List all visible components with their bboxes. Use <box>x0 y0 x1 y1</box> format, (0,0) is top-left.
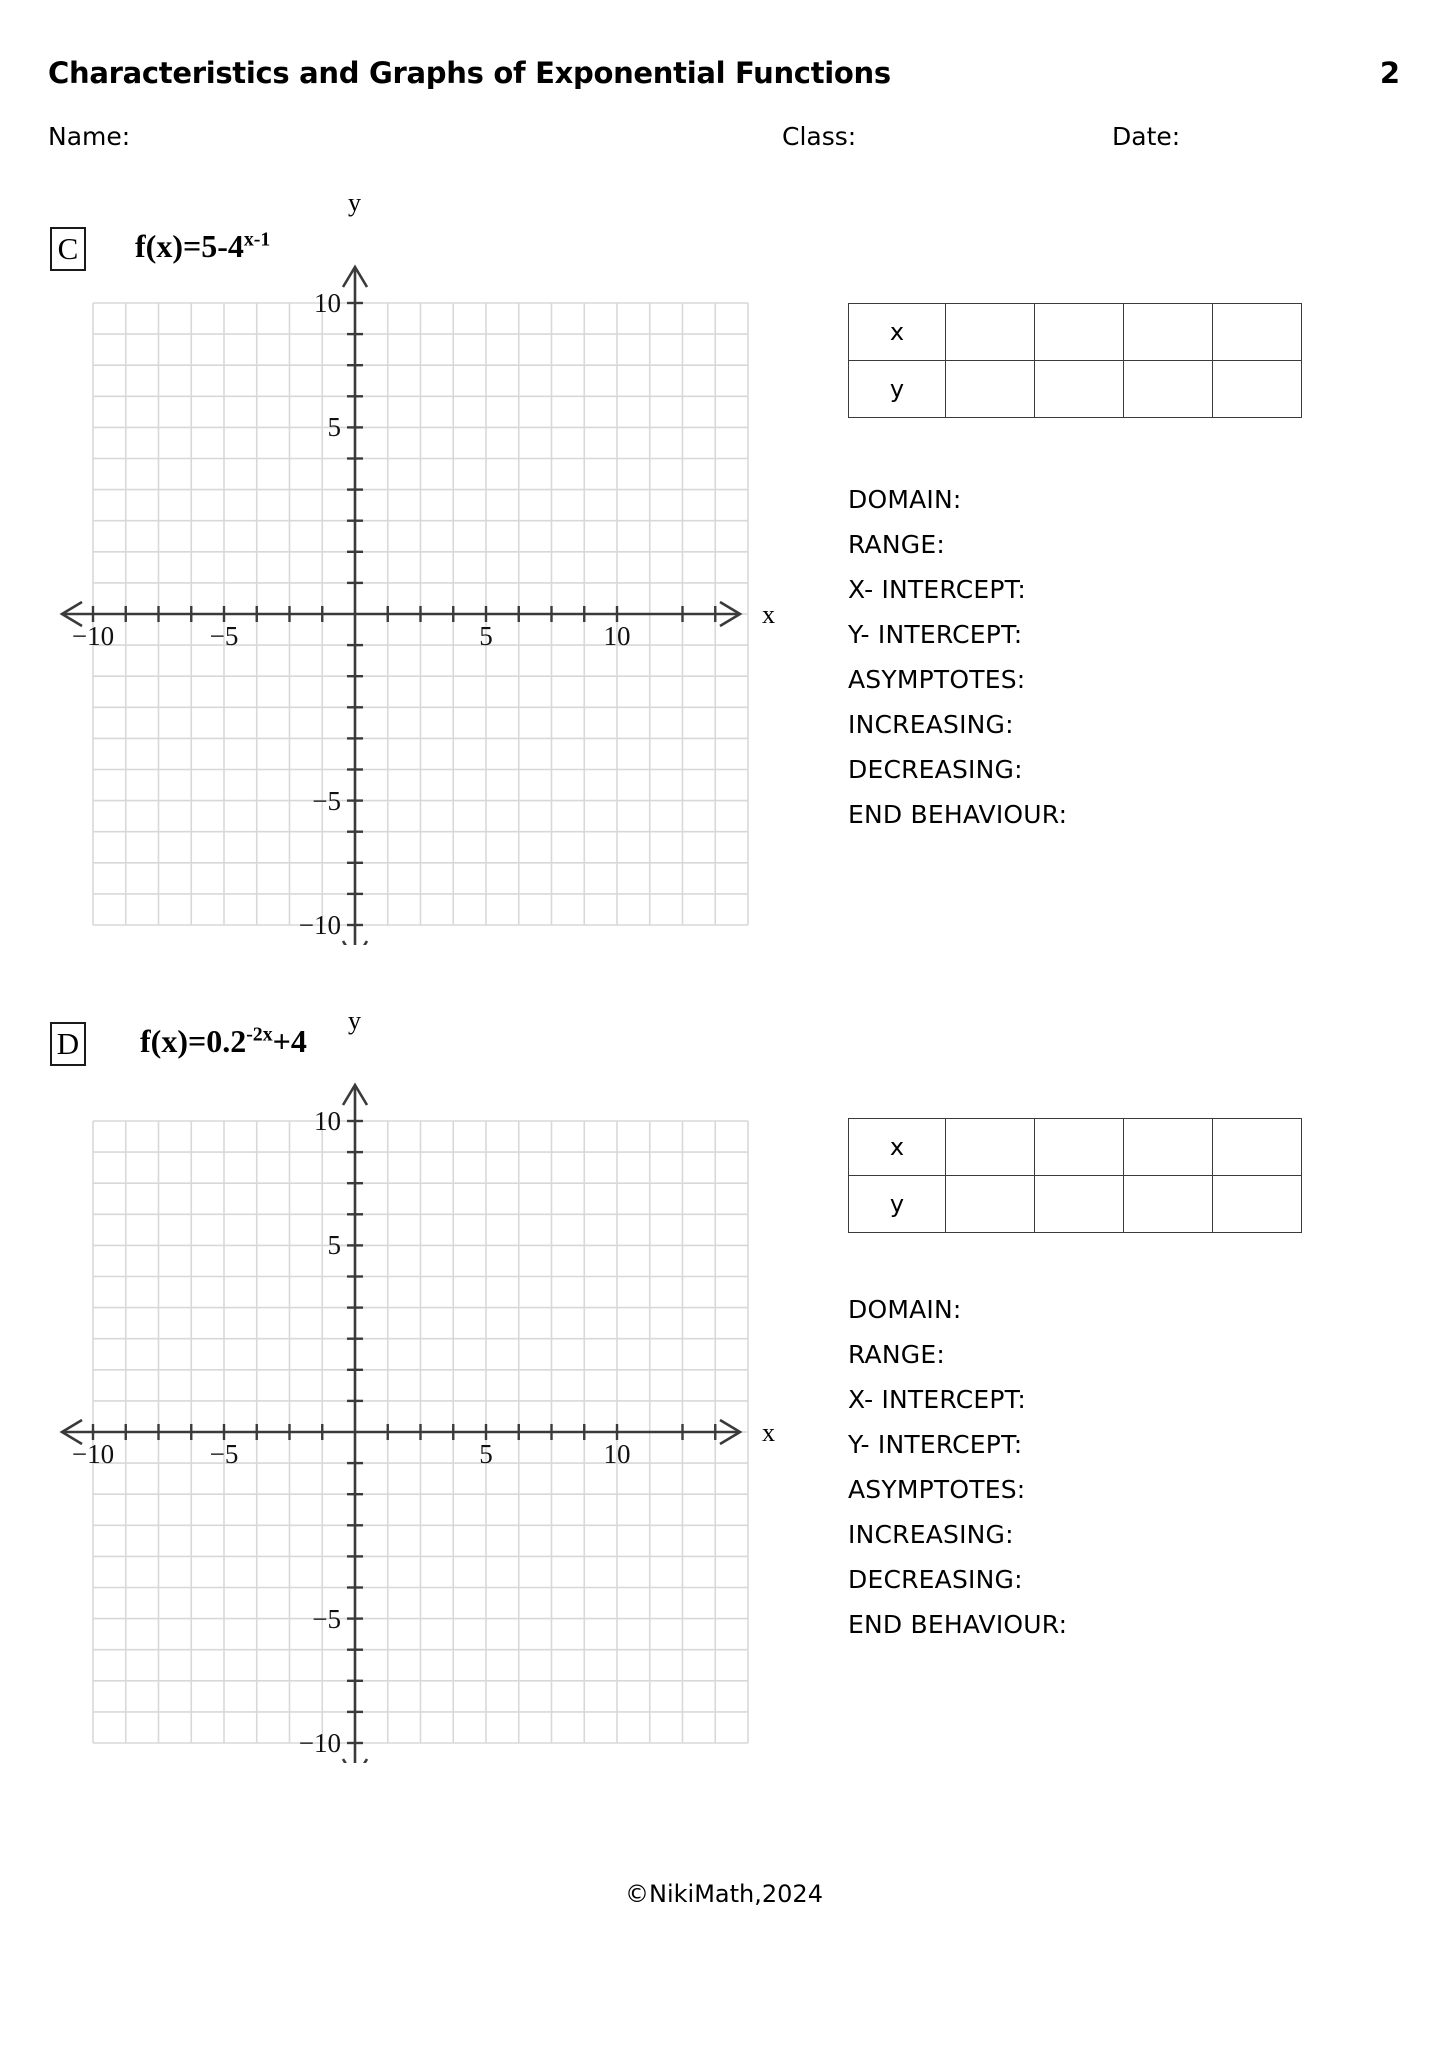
equation-exponent-d: -2x <box>246 1023 273 1046</box>
table-header-x-c: x <box>849 304 946 361</box>
y-axis-c <box>343 267 367 945</box>
characteristic-asymptotes-c[interactable]: ASYMPTOTES: <box>848 665 1026 694</box>
table-cell-x3-d[interactable] <box>1124 1119 1213 1176</box>
characteristics-list-d <box>848 1287 1067 1647</box>
table-cell-y1-c[interactable] <box>946 361 1035 418</box>
coordinate-plane-c <box>50 245 790 945</box>
xtick-neg5: −5 <box>209 621 239 651</box>
class-field-label: Class: <box>782 122 857 151</box>
xtick-neg10-d: −10 <box>71 1439 115 1469</box>
characteristic-range-c[interactable]: RANGE: <box>848 530 945 559</box>
characteristic-range-d[interactable]: RANGE: <box>848 1340 945 1369</box>
page-number: 2 <box>1379 56 1400 90</box>
characteristic-domain-d[interactable]: DOMAIN: <box>848 1295 962 1324</box>
x-axis-label-c: x <box>762 600 775 629</box>
table-row-y-c <box>849 361 1302 418</box>
table-header-x-d: x <box>849 1119 946 1176</box>
problem-equation-d <box>140 1023 307 1060</box>
equation-tail-d: +4 <box>272 1023 307 1059</box>
equation-exponent-c: x-1 <box>243 228 271 251</box>
xtick-5-d: 5 <box>479 1439 493 1469</box>
characteristic-y-intercept-d[interactable]: Y- INTERCEPT: <box>848 1430 1023 1459</box>
characteristic-end-behaviour-c[interactable]: END BEHAVIOUR: <box>848 800 1068 829</box>
table-cell-x1-d[interactable] <box>946 1119 1035 1176</box>
characteristics-list-c <box>848 477 1067 837</box>
name-field-label: Name: <box>48 122 131 151</box>
ytick-neg5-d: −5 <box>312 1604 341 1634</box>
ytick-neg10-d: −10 <box>298 1728 341 1758</box>
table-header-y-c: y <box>849 361 946 418</box>
value-table-d <box>848 1118 1302 1233</box>
table-cell-y3-d[interactable] <box>1124 1176 1213 1233</box>
value-table-c <box>848 303 1302 418</box>
xtick-neg10: −10 <box>71 621 115 651</box>
x-axis-c <box>62 602 740 626</box>
table-row-x-c <box>849 304 1302 361</box>
table-cell-y4-c[interactable] <box>1213 361 1302 418</box>
y-axis-d <box>343 1085 367 1763</box>
problem-letter-box-d: D <box>50 1022 86 1066</box>
table-cell-y2-c[interactable] <box>1035 361 1124 418</box>
characteristic-asymptotes-d[interactable]: ASYMPTOTES: <box>848 1475 1026 1504</box>
characteristic-increasing-d[interactable]: INCREASING: <box>848 1520 1014 1549</box>
table-cell-y3-c[interactable] <box>1124 361 1213 418</box>
xtick-5: 5 <box>479 621 493 651</box>
y-axis-label-c: y <box>348 188 361 217</box>
table-cell-x2-c[interactable] <box>1035 304 1124 361</box>
characteristic-y-intercept-c[interactable]: Y- INTERCEPT: <box>848 620 1023 649</box>
table-cell-x4-d[interactable] <box>1213 1119 1302 1176</box>
characteristic-decreasing-c[interactable]: DECREASING: <box>848 755 1023 784</box>
coordinate-plane-d <box>50 1063 790 1763</box>
table-row-x-d <box>849 1119 1302 1176</box>
characteristic-increasing-c[interactable]: INCREASING: <box>848 710 1014 739</box>
table-cell-x3-c[interactable] <box>1124 304 1213 361</box>
characteristic-domain-c[interactable]: DOMAIN: <box>848 485 962 514</box>
table-cell-y1-d[interactable] <box>946 1176 1035 1233</box>
equation-base-c: f(x)=5-4 <box>135 228 244 264</box>
table-cell-x4-c[interactable] <box>1213 304 1302 361</box>
page-title: Characteristics and Graphs of Exponential Functions <box>48 56 891 90</box>
ytick-10-d: 10 <box>314 1106 341 1136</box>
ytick-10: 10 <box>314 288 341 318</box>
table-row-y-d <box>849 1176 1302 1233</box>
characteristic-decreasing-d[interactable]: DECREASING: <box>848 1565 1023 1594</box>
ytick-5-d: 5 <box>327 1230 341 1260</box>
table-header-y-d: y <box>849 1176 946 1233</box>
table-cell-x1-c[interactable] <box>946 304 1035 361</box>
ytick-5: 5 <box>327 412 341 442</box>
characteristic-x-intercept-c[interactable]: X- INTERCEPT: <box>848 575 1026 604</box>
footer-credit: ©NikiMath,2024 <box>625 1880 823 1908</box>
problem-letter-box-c: C <box>50 227 86 271</box>
characteristic-x-intercept-d[interactable]: X- INTERCEPT: <box>848 1385 1026 1414</box>
characteristic-end-behaviour-d[interactable]: END BEHAVIOUR: <box>848 1610 1068 1639</box>
table-cell-y4-d[interactable] <box>1213 1176 1302 1233</box>
x-axis-label-d: x <box>762 1418 775 1447</box>
ytick-neg10: −10 <box>298 910 341 940</box>
table-cell-y2-d[interactable] <box>1035 1176 1124 1233</box>
xtick-neg5-d: −5 <box>209 1439 239 1469</box>
x-axis-d <box>62 1420 740 1444</box>
xtick-10-d: 10 <box>603 1439 631 1469</box>
y-axis-label-d: y <box>348 1006 361 1035</box>
ytick-neg5: −5 <box>312 786 341 816</box>
xtick-10: 10 <box>603 621 631 651</box>
table-cell-x2-d[interactable] <box>1035 1119 1124 1176</box>
equation-base-d: f(x)=0.2 <box>140 1023 247 1059</box>
date-field-label: Date: <box>1112 122 1181 151</box>
